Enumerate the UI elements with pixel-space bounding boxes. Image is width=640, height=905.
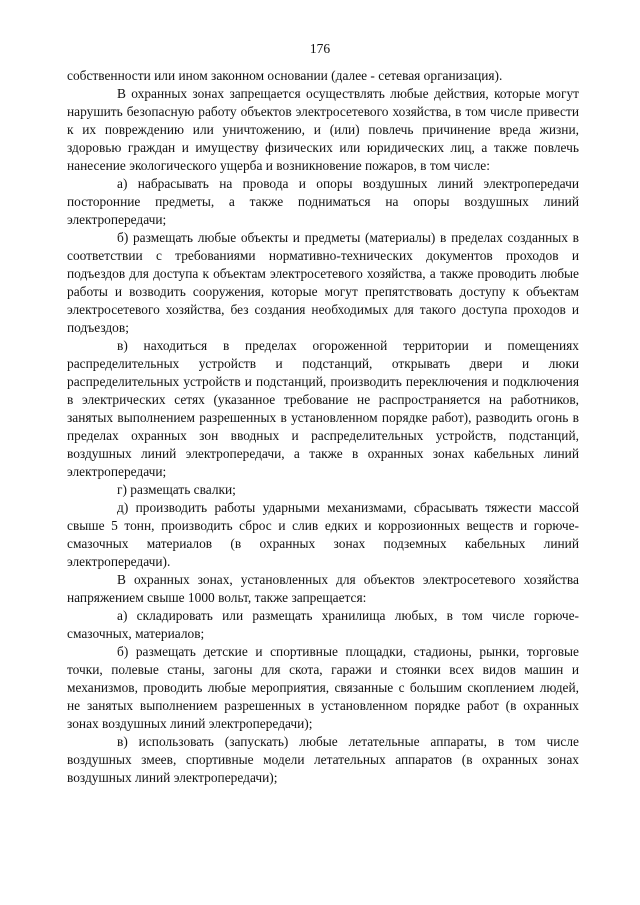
paragraph-item-b: б) размещать любые объекты и предметы (материалы) в пределах созданных в соответствии с требованиями нормативно-технических документов проходов и подъездов для доступа к объектам электросетевого хозяйства, а также проводить любые работы и возводить сооружения, которые могут препятствовать доступу к объектам электросетевого хозяйства, без создания необходимых для такого доступа проходов и подъездов; bbox=[67, 230, 579, 335]
document-body bbox=[67, 67, 579, 787]
paragraph-high-voltage-intro: В охранных зонах, установленных для объектов электросетевого хозяйства напряжением свыше 1000 вольт, также запрещается: bbox=[67, 572, 579, 605]
paragraph-prohibitions-intro: В охранных зонах запрещается осуществлять любые действия, которые могут нарушить безопасную работу объектов электросетевого хозяйства, в том числе привести к их повреждению или уничтожению, и (или) повлечь причинение вреда жизни, здоровью граждан и имуществу физических или юридических лиц, а также повлечь нанесение экологического ущерба и возникновение пожаров, в том числе: bbox=[67, 86, 579, 173]
paragraph-hv-item-v: в) использовать (запускать) любые летательные аппараты, в том числе воздушных змеев, спортивные модели летательных аппаратов (в охранных зонах воздушных линий электропередачи); bbox=[67, 734, 579, 785]
paragraph-item-v: в) находиться в пределах огороженной территории и помещениях распределительных устройств и подстанций, открывать двери и люки распределительных устройств и подстанций, производить переключения и подключения в электрических сетях (указанное требование не распространяется на работников, занятых выполнением разрешенных в установленном порядке работ), разводить огонь в пределах охранных зон вводных и распределительных устройств, подстанций, воздушных линий электропередачи, а также в охранных зонах кабельных линий электропередачи; bbox=[67, 338, 579, 479]
paragraph-hv-item-a: а) складировать или размещать хранилища любых, в том числе горюче-смазочных, материалов; bbox=[67, 608, 579, 641]
paragraph-item-d: д) производить работы ударными механизмами, сбрасывать тяжести массой свыше 5 тонн, производить сброс и слив едких и коррозионных веществ и горюче-смазочных материалов (в охранных зонах подземных кабельных линий электропередачи). bbox=[67, 500, 579, 569]
paragraph-item-g: г) размещать свалки; bbox=[117, 482, 236, 497]
paragraph-hv-item-b: б) размещать детские и спортивные площадки, стадионы, рынки, торговые точки, полевые станы, загоны для скота, гаражи и стоянки всех видов машин и механизмов, проводить любые мероприятия, связанные с большим скоплением людей, не занятых выполнением разрешенных в установленном порядке работ (в охранных зонах воздушных линий электропередачи); bbox=[67, 644, 579, 731]
paragraph-item-a: а) набрасывать на провода и опоры воздушных линий электропередачи посторонние предметы, а также подниматься на опоры воздушных линий электропередачи; bbox=[67, 176, 579, 227]
paragraph-continuation: собственности или ином законном основании (далее - сетевая организация). bbox=[67, 68, 503, 83]
page-number: 176 bbox=[309, 41, 331, 56]
